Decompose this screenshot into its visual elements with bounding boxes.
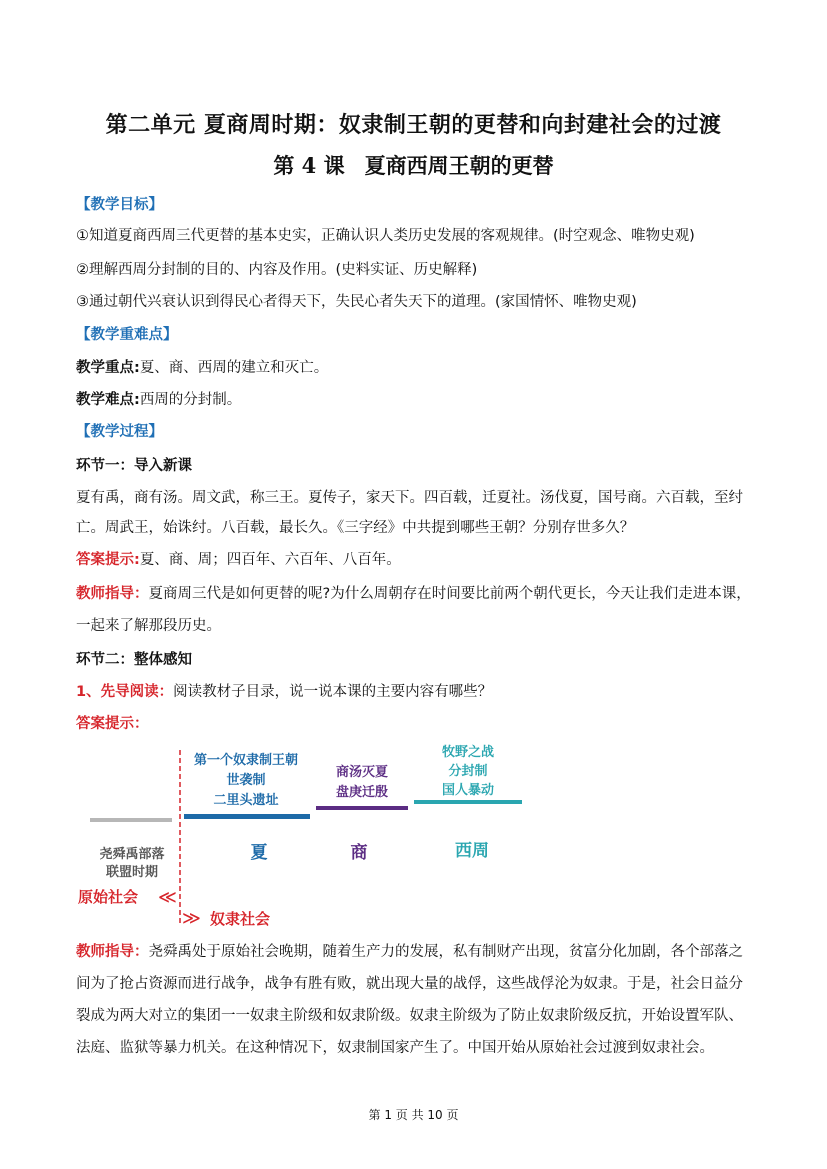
step1-answer — [76, 550, 756, 570]
xia-note: 第一个奴隶制王朝 — [193, 753, 299, 768]
lesson-name: 夏商西周王朝的更替 — [364, 153, 554, 178]
shang-note: 盘庚迁殷 — [335, 785, 389, 800]
slave-society-label: 奴隶社会 — [210, 910, 271, 928]
xizhou-bar — [414, 800, 522, 804]
step1-guide — [76, 584, 756, 604]
lesson-number: 第 4 课 — [273, 153, 345, 178]
step2-guide — [76, 942, 756, 962]
process-heading: 【教学过程】 — [76, 424, 163, 440]
step1-paragraph-line: 亡。周武王，始诛纣。八百载，最长久。《三字经》中共提到哪些王朝？分别存世多久？ — [76, 520, 635, 536]
shang-bar — [316, 806, 408, 810]
xizhou-note: 分封制 — [448, 764, 488, 779]
guide-label: 教师指导： — [76, 586, 149, 602]
xia-note: 二里头遗址 — [213, 793, 279, 808]
pre-period-label: 尧舜禹部落 — [99, 847, 165, 862]
focus-text: 夏、商、西周的建立和灭亡。 — [139, 360, 329, 376]
lesson-title — [0, 150, 827, 180]
xizhou-note: 牧野之战 — [441, 745, 495, 760]
objective-item: ②理解西周分封制的目的、内容及作用。(史料实证、历史解释) — [76, 262, 478, 278]
left-chevron-icon: ≪ — [158, 887, 177, 908]
xia-note: 世袭制 — [226, 773, 266, 788]
right-chevron-icon: ≫ — [182, 908, 201, 929]
xizhou-note: 国人暴动 — [441, 783, 495, 798]
pre-period-label: 联盟时期 — [105, 865, 159, 880]
shang-note: 商汤灭夏 — [335, 765, 389, 780]
focus-label: 教学重点: — [76, 360, 140, 376]
unit-title: 第二单元 夏商周时期：奴隶制王朝的更替和向封建社会的过渡 — [105, 112, 722, 138]
step2-guide-line: 法庭、监狱等暴力机关。在这种情况下，奴隶制国家产生了。中国开始从原始社会过渡到奴隶社会。 — [76, 1040, 714, 1056]
reading-label: 1、先导阅读： — [76, 684, 174, 700]
xia-label: 夏 — [250, 843, 268, 863]
objectives-heading: 【教学目标】 — [76, 197, 163, 213]
step2-answer-label: 答案提示： — [76, 716, 149, 732]
shang-label: 商 — [350, 843, 368, 863]
keypoints-heading: 【教学重难点】 — [76, 327, 178, 343]
answer-label: 答案提示: — [76, 552, 140, 568]
reading-text: 阅读教材子目录，说一说本课的主要内容有哪些？ — [173, 684, 493, 700]
step1-title: 环节一：导入新课 — [76, 458, 192, 474]
step2-title: 环节二：整体感知 — [76, 652, 192, 668]
teaching-focus — [76, 358, 756, 378]
objective-item: ①知道夏商西周三代更替的基本史实，正确认识人类历史发展的客观规律。(时空观念、唯物史观) — [76, 228, 695, 244]
difficulty-text: 西周的分封制。 — [139, 392, 242, 408]
answer-text: 夏、商、周；四百年、六百年、八百年。 — [139, 552, 401, 568]
dynasty-timeline-diagram — [76, 740, 536, 930]
objective-item: ③通过朝代兴衰认识到得民心者得天下，失民心者失天下的道理。(家国情怀、唯物史观) — [76, 294, 637, 310]
xia-bar — [184, 814, 310, 819]
step1-guide-line: 一起来了解那段历史。 — [76, 618, 221, 634]
step2-guide-line: 间为了抢占资源而进行战争，战争有胜有败，就出现大量的战俘，这些战俘沦为奴隶。于是，社会日益分 — [76, 976, 743, 992]
pre-period-bar — [90, 818, 172, 822]
guide-text: 夏商周三代是如何更替的呢?为什么周朝存在时间要比前两个朝代更长，今天让我们走进本课， — [148, 586, 751, 602]
pre-reading — [76, 682, 756, 702]
step1-paragraph-line: 夏有禹，商有汤。周文武，称三王。夏传子，家天下。四百载，迁夏社。汤伐夏，国号商。六百载，至纣 — [76, 490, 743, 506]
guide-text: 尧舜禹处于原始社会晚期，随着生产力的发展，私有制财产出现，贫富分化加剧，各个部落之 — [148, 944, 743, 960]
xizhou-label: 西周 — [455, 841, 489, 861]
page-footer: 第 1 页 共 10 页 — [368, 1108, 459, 1122]
step2-guide-line: 裂成为两大对立的集团一一奴隶主阶级和奴隶阶级。奴隶主阶级为了防止奴隶阶级反抗，开始设置军队、 — [76, 1008, 743, 1024]
primitive-society-label: 原始社会 — [78, 888, 139, 906]
difficulty-label: 教学难点: — [76, 392, 140, 408]
teaching-difficulty — [76, 390, 756, 410]
guide-label: 教师指导： — [76, 944, 149, 960]
